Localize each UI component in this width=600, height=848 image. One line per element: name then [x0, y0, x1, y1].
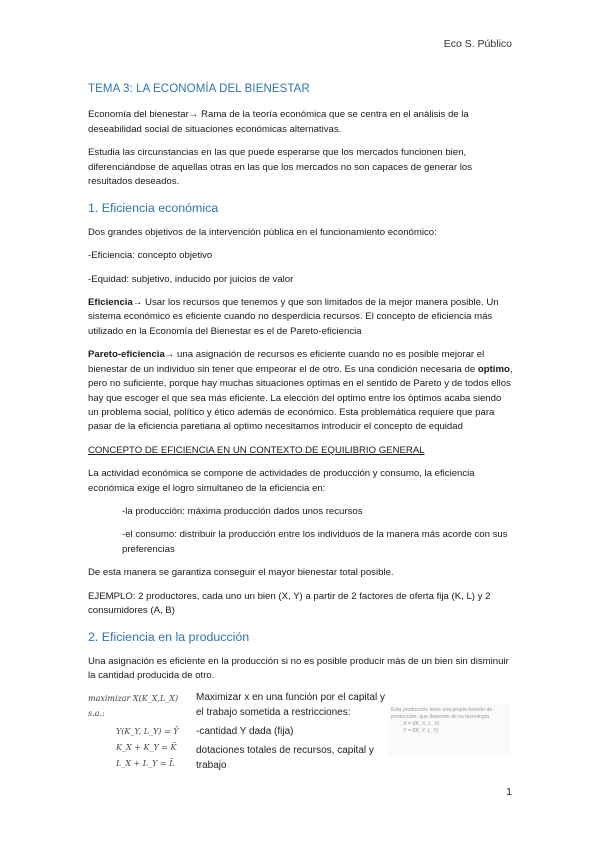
page-header: Eco S. Público	[443, 38, 512, 50]
production-function-note	[388, 704, 510, 756]
math-line-3: Y(K_Y, L_Y) = Ȳ	[116, 726, 179, 736]
math-block	[88, 690, 514, 786]
intro-paragraph-1: Economía del bienestar→ Rama de la teoría económica que se centra en el análisis de la deseabilidad social de situaciones económicas alternativas.	[88, 109, 469, 135]
intro-paragraph-2: Estudia las circunstancias en las que puede esperarse que los mercados funcionen bien, diferenciándose de aquellas otras en las que los mercados no son capaces de generar los resultados deseados.	[88, 147, 472, 188]
math-line-1: maximizar X(K_X,L_X)	[88, 693, 179, 703]
page-number: 1	[506, 786, 512, 798]
page-title: TEMA 3: LA ECONOMÍA DEL BIENESTAR	[88, 83, 310, 95]
math-line-2: s.a.:	[88, 708, 105, 718]
eficiencia-definition	[88, 296, 514, 339]
math-explanation	[196, 690, 386, 777]
section-1-paragraph-1: Dos grandes objetivos de la intervención pública en el funcionamiento económico:	[88, 226, 437, 238]
example-paragraph: EJEMPLO: 2 productores, cada uno un bien (X, Y) a partir de 2 factores de oferta fija (K, L) y 2 consumidores (A, B)	[88, 590, 491, 616]
section-1-paragraph-2: -Eficiencia: concepto objetivo	[88, 250, 213, 262]
document-body	[88, 82, 514, 786]
eficiencia-term: Eficiencia	[88, 297, 133, 309]
math-line-5: L_X + L_Y = L̄	[116, 758, 175, 768]
section-1-paragraph-4: La actividad económica se compone de actividades de producción y consumo, la eficiencia económica exige el logro simultaneo de la eficiencia en:	[88, 468, 475, 494]
concept-heading: CONCEPTO DE EFICIENCIA EN UN CONTEXTO DE EQUILIBRIO GENERAL	[88, 444, 425, 456]
note-line-2: X = f(K_X, L_X)	[403, 720, 440, 727]
section-1-heading: 1. Eficiencia económica	[88, 201, 219, 216]
math-explanation-1: Maximizar x en una función por el capital y el trabajo sometida a restricciones:	[196, 691, 385, 718]
section-1-paragraph-3: -Equidad: subjetivo, inducido por juicios de valor	[88, 273, 294, 285]
math-explanation-2: -cantidad Y dada (fija)	[196, 725, 294, 737]
list-item-production: -la producción: máxima producción dados unos recursos	[122, 505, 363, 517]
optimo-term: optimo	[477, 363, 510, 375]
pareto-term: Pareto-eficiencia	[88, 349, 165, 361]
pareto-text-2: , pero no suficiente, porque hay muchas situaciones optimas en el sentido de Pareto y de todos ellos hay que escoger el que sea más eficiente. La elección del optimo entre los óptimos acaba siendo un problema social, político y ético además de económico. Esta problemática requiere que para pasar de la eficiencia paretiana al optimo necesitamos introducir el concepto de equidad	[88, 363, 513, 433]
pareto-definition	[88, 348, 514, 434]
math-explanation-3: dotaciones totales de recursos, capital y trabajo	[196, 744, 374, 771]
math-line-4: K_X + K_Y = K̄	[116, 742, 177, 752]
pareto-text-1: → una asignación de recursos es eficiente cuando no es posible mejorar el bienestar de un individuo sin tener que empeorar el de otro. Es una condición necesaria de	[88, 349, 485, 375]
note-line-3: Y = f(K_Y, L_Y)	[403, 727, 439, 734]
eficiencia-text: → Usar los recursos que tenemos y que son limitados de la mejor manera posible. Un sistema económico es eficiente cuando no desperdicia recursos. El concepto de eficiencia más utilizado en la Economía del Bienestar es el de Pareto-eficiencia	[88, 297, 499, 337]
note-line-1: Esta producción tiene una propia función de producción, que depende de su tecnología	[391, 706, 493, 720]
section-2-paragraph-1: Una asignación es eficiente en la producción si no es posible producir más de un bien sin disminuir la cantidad producida de otro.	[88, 655, 509, 682]
section-2-heading: 2. Eficiencia en la producción	[88, 630, 250, 645]
list-item-consumption: -el consumo: distribuir la producción entre los individuos de la manera más acorde con sus preferencias	[122, 529, 508, 555]
section-1-paragraph-5: De esta manera se garantiza conseguir el mayor bienestar total posible.	[88, 567, 394, 579]
